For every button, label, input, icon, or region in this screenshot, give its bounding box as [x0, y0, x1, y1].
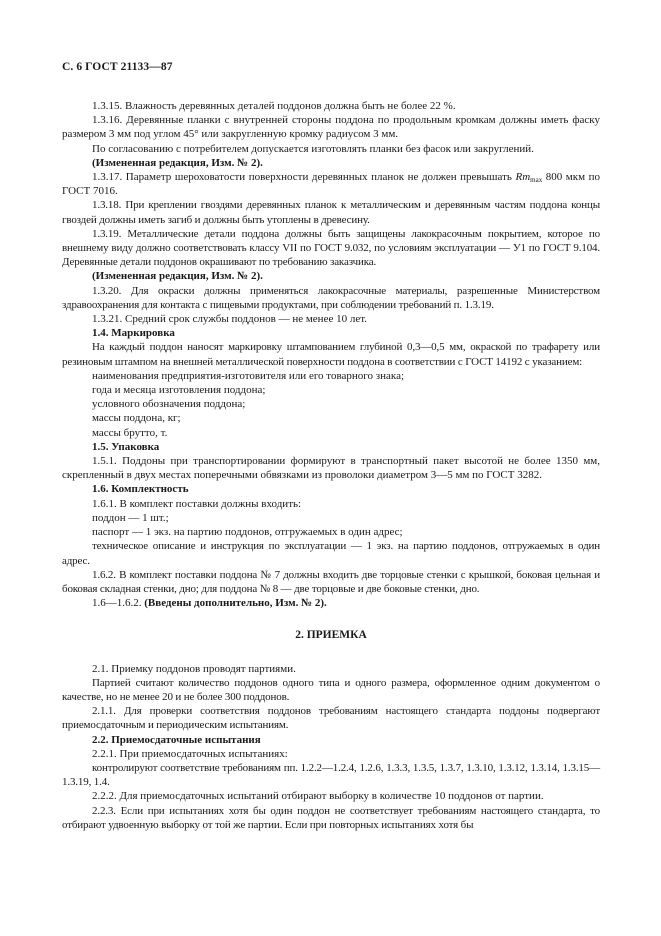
- section-title-acceptance: 2. ПРИЕМКА: [295, 629, 367, 642]
- list-item: массы поддона, кг;: [92, 412, 181, 425]
- page-header: С. 6 ГОСТ 21133—87: [62, 61, 173, 73]
- section-heading-marking: 1.4. Маркировка: [92, 327, 175, 340]
- list-item: паспорт — 1 экз. на партию поддонов, отгружаемых в один адрес;: [92, 526, 403, 539]
- paragraph-1-3-19: 1.3.19. Металлические детали поддона должны быть защищены лакокрасочным покрытием, которое по внешнему виду должно соответствовать классу VII по ГОСТ 9.032, по условиям эксплуатации — У1 по ГОСТ 9.104. Деревянные детали поддонов окрашивают по требованию заказчика.: [62, 227, 600, 269]
- list-item: года и месяца изготовления поддона;: [92, 384, 266, 397]
- paragraph-2-2-3: 2.2.3. Если при испытаниях хотя бы один поддон не соответствует требованиям настоящего стандарта, то отбирают удвоенную выборку от той же партии. Если при повторных испытаниях хотя бы: [62, 804, 600, 831]
- document-body: [62, 99, 600, 832]
- paragraph-1-3-16: 1.3.16. Деревянные планки с внутренней стороны поддона по продольным кромкам должны иметь фаску размером 3 мм под углом 45° или закругленную кромку радиусом 3 мм.: [62, 114, 600, 141]
- paragraph-2-1-1: 2.1.1. Для проверки соответствия поддонов требованиям настоящего стандарта поддоны подвергают приемосдаточным и периодическим испытаниям.: [62, 705, 600, 732]
- paragraph-1-3-21: 1.3.21. Средний срок службы поддонов — не менее 10 лет.: [92, 313, 367, 326]
- paragraph-requirements-list: контролируют соответствие требованиям пп. 1.2.2—1.2.4, 1.2.6, 1.3.3, 1.3.5, 1.3.7, 1.3.10, 1.3.12, 1.3.14, 1.3.15—1.3.19, 1.4.: [62, 761, 600, 789]
- paragraph-1-3-15: 1.3.15. Влажность деревянных деталей поддонов должна быть не более 22 %.: [92, 100, 456, 112]
- roughness-text-b: 800 мкм по ГОСТ 7016.: [62, 171, 601, 198]
- amendment-note: (Измененная редакция, Изм. № 2).: [92, 156, 263, 169]
- roughness-symbol: Rm: [515, 171, 531, 184]
- paragraph-1-3-17: [62, 170, 600, 198]
- amendment-note: (Измененная редакция, Изм. № 2).: [92, 270, 263, 283]
- paragraph-1-3-20: 1.3.20. Для окраски должны применяться лакокрасочные материалы, разрешенные Министерством здравоохранения для контакта с пищевыми продуктами, при соблюдении требований п. 1.3.19.: [62, 284, 600, 311]
- paragraph-2-2-1: 2.2.1. При приемосдаточных испытаниях:: [92, 747, 288, 760]
- list-item: массы брутто, т.: [92, 426, 168, 439]
- paragraph-1-6-1: 1.6.1. В комплект поставки должны входить:: [92, 497, 302, 510]
- list-item: техническое описание и инструкция по эксплуатации — 1 экз. на партию поддонов, отгружаемых в один адрес.: [62, 540, 600, 567]
- amendment-note-1-6: [62, 596, 600, 610]
- paragraph-1-3-18: 1.3.18. При креплении гвоздями деревянных планок к металлическим и деревянным частям поддона концы гвоздей должны иметь загиб и должны быть утоплены в древесину.: [62, 199, 600, 226]
- amendment-range: 1.6—1.6.2.: [92, 597, 145, 610]
- paragraph-2-2-2: 2.2.2. Для приемосдаточных испытаний отбирают выборку в количестве 10 поддонов от партии.: [92, 790, 544, 803]
- section-heading-completeness: 1.6. Комплектность: [92, 483, 189, 496]
- paragraph-agreement: По согласованию с потребителем допускается изготовлять планки без фасок или закруглений.: [92, 142, 534, 155]
- paragraph-batch: Партией считают количество поддонов одного типа и одного размера, оформленное одним документом о качестве, но не менее 20 и не более 300 поддонов.: [62, 676, 600, 703]
- list-item: поддон — 1 шт.;: [92, 511, 169, 524]
- section-heading-acceptance-tests: 2.2. Приемосдаточные испытания: [92, 733, 261, 746]
- paragraph-1-5-1: 1.5.1. Поддоны при транспортировании формируют в транспортный пакет высотой не более 1350 мм, скрепленный в двух местах поперечными обвязками из проволоки диаметром 3—5 мм по ГОСТ 3282.: [62, 455, 600, 482]
- amendment-text: (Введены дополнительно, Изм. № 2).: [144, 597, 327, 610]
- paragraph-marking: На каждый поддон наносят маркировку штампованием глубиной 0,3—0,5 мм, окраской по трафарету или резиновым штампом на внешней металлической поверхности поддона в соответствии с ГОСТ 14192 с указанием:: [62, 341, 600, 368]
- list-item: наименования предприятия-изготовителя или его товарного знака;: [92, 369, 405, 382]
- paragraph-2-1: 2.1. Приемку поддонов проводят партиями.: [92, 662, 296, 675]
- roughness-text-a: 1.3.17. Параметр шероховатости поверхности деревянных планок не должен превышать: [92, 171, 516, 184]
- list-item: условного обозначения поддона;: [92, 398, 246, 411]
- roughness-subscript: max: [530, 176, 543, 185]
- paragraph-1-6-2: 1.6.2. В комплект поставки поддона № 7 должны входить две торцовые стенки с крышкой, боковая цельная и боковая складная стенки, дно; для поддона № 8 — две торцовые и две боковые стенки, дно.: [62, 568, 600, 595]
- section-heading-packing: 1.5. Упаковка: [92, 440, 160, 453]
